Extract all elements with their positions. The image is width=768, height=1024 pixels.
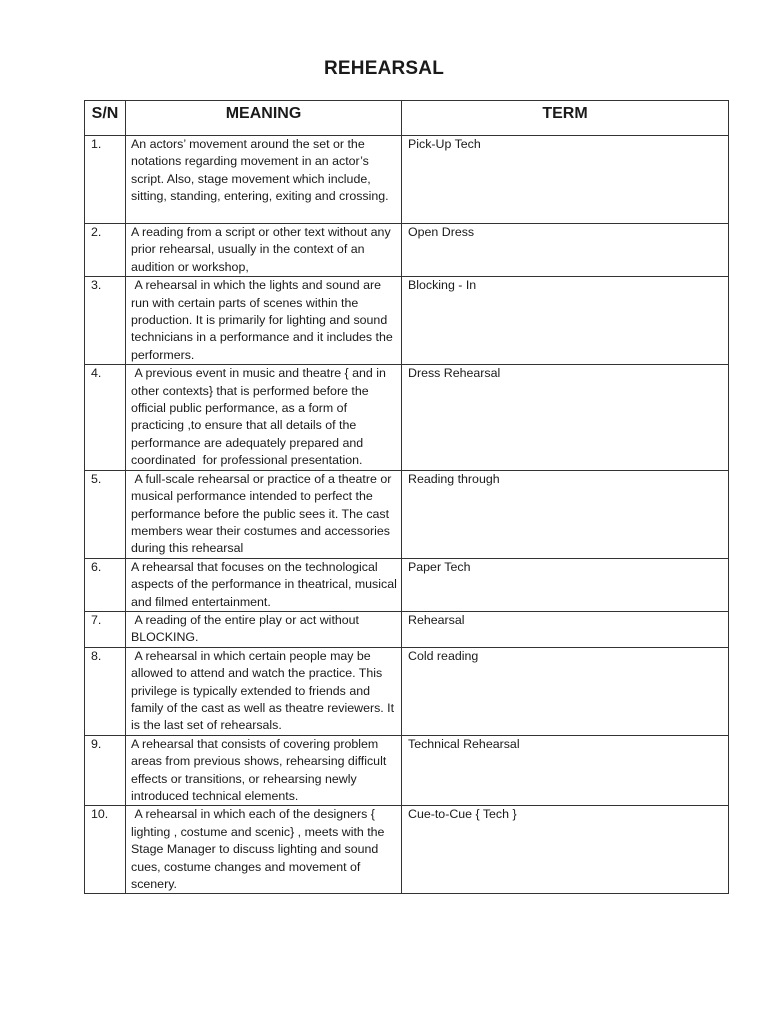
- row-meaning: [126, 611, 402, 647]
- row-term: Open Dress: [402, 224, 729, 277]
- table-row: [85, 365, 729, 470]
- row-meaning: [126, 365, 402, 470]
- row-term: Rehearsal: [402, 611, 729, 647]
- meaning-text: A full-scale rehearsal or practice of a theatre or musical performance intended to perfect the performance before the public sees it. The cast members wear their costumes and accessories during this rehearsal: [131, 471, 395, 556]
- header-term: TERM: [402, 101, 729, 136]
- row-term: Paper Tech: [402, 558, 729, 611]
- meaning-text: An actors’ movement around the set or the notations regarding movement in an actor’s script. Also, stage movement which include, sitting, standing, entering, exiting and crossing.: [131, 137, 389, 204]
- row-term: Cold reading: [402, 647, 729, 735]
- row-sn: 2.: [85, 224, 126, 277]
- meaning-text: A rehearsal that consists of covering problem areas from previous shows, rehearsing difficult effects or transitions, or rehearsing newly introduced technical elements.: [131, 736, 390, 803]
- row-sn: 9.: [85, 735, 126, 806]
- row-meaning: [126, 136, 402, 224]
- table-row: [85, 806, 729, 894]
- row-meaning: [126, 647, 402, 735]
- meaning-text: A rehearsal in which the lights and sound are run with certain parts of scenes within the production. It is primarily for lighting and sound technicians in a performance and it includes the performers.: [131, 278, 397, 362]
- row-meaning: [126, 806, 402, 894]
- table-row: [85, 558, 729, 611]
- table-row: [85, 277, 729, 365]
- row-meaning: [126, 735, 402, 806]
- row-term: Reading through: [402, 470, 729, 558]
- table-row: [85, 647, 729, 735]
- row-term: Blocking - In: [402, 277, 729, 365]
- table-row: [85, 735, 729, 806]
- row-sn: 10.: [85, 806, 126, 894]
- row-sn: 4.: [85, 365, 126, 470]
- row-meaning: [126, 470, 402, 558]
- meaning-text: A reading from a script or other text without any prior rehearsal, usually in the context of an audition or workshop,: [131, 225, 395, 274]
- row-term: Dress Rehearsal: [402, 365, 729, 470]
- table-row: [85, 224, 729, 277]
- rehearsal-table: [84, 100, 729, 894]
- meaning-text: A previous event in music and theatre { and in other contexts} that is performed before the official public performance, as a form of practicing ,to ensure that all details of the performance are adequately prepared and coordinated for professional presentation.: [131, 366, 390, 468]
- table-row: [85, 611, 729, 647]
- row-sn: 3.: [85, 277, 126, 365]
- table-row: [85, 470, 729, 558]
- meaning-text: A rehearsal in which each of the designers { lighting , costume and scenic} , meets with the Stage Manager to discuss lighting and sound cues, costume changes and movement of scenery.: [131, 807, 392, 892]
- header-meaning: MEANING: [126, 101, 402, 136]
- row-sn: 8.: [85, 647, 126, 735]
- row-term: Technical Rehearsal: [402, 735, 729, 806]
- row-sn: 5.: [85, 470, 126, 558]
- row-sn: 6.: [85, 558, 126, 611]
- page-title: REHEARSAL: [323, 58, 445, 79]
- table-row: [85, 136, 729, 224]
- meaning-text: A rehearsal that focuses on the technological aspects of the performance in theatrical, musical and filmed entertainment.: [131, 559, 401, 609]
- row-meaning: [126, 224, 402, 277]
- row-meaning: [126, 277, 402, 365]
- row-term: Pick-Up Tech: [402, 136, 729, 224]
- table-header-row: [85, 101, 729, 136]
- row-sn: 7.: [85, 611, 126, 647]
- row-sn: 1.: [85, 136, 126, 224]
- row-meaning: [126, 558, 402, 611]
- meaning-text: A reading of the entire play or act without BLOCKING.: [131, 612, 363, 645]
- meaning-text: A rehearsal in which certain people may be allowed to attend and watch the practice. This privilege is typically extended to friends and family of the cast as well as theatre reviewers. It is the last set of rehearsals.: [131, 648, 398, 733]
- row-term: Cue-to-Cue { Tech }: [402, 806, 729, 894]
- header-sn: S/N: [85, 101, 126, 136]
